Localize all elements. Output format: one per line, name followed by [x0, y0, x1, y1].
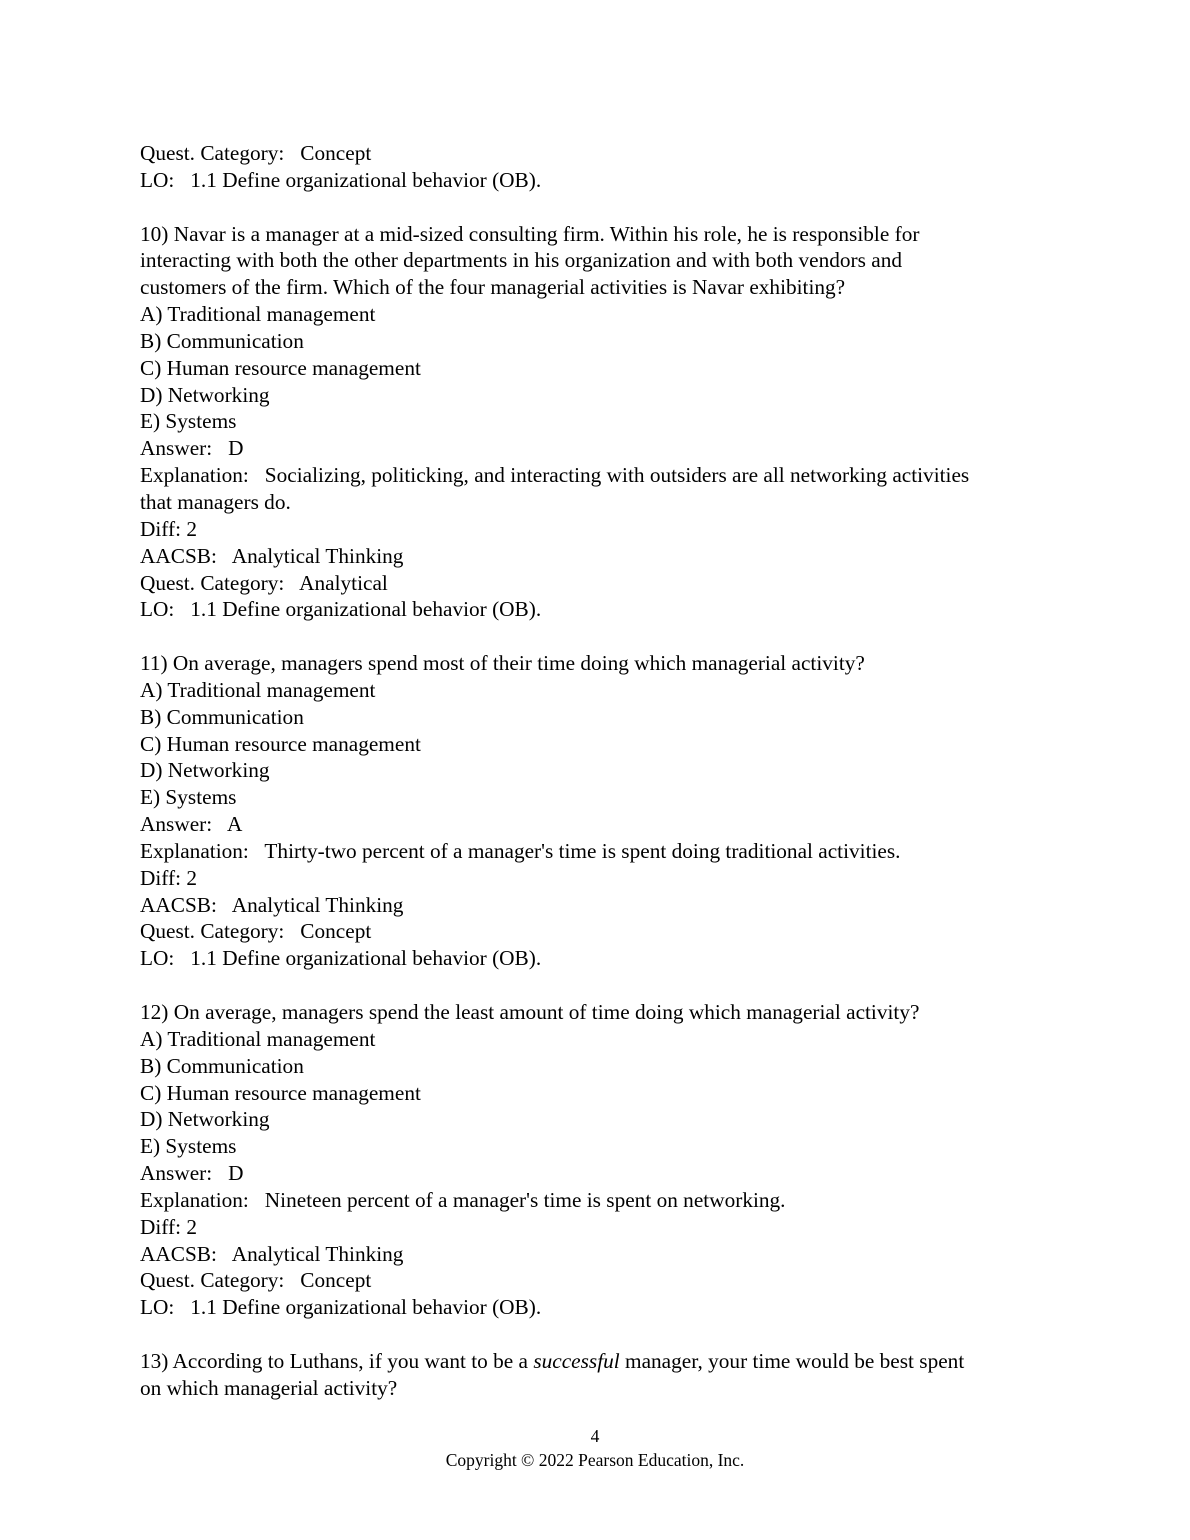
text-segment: E) Systems: [140, 409, 237, 434]
text-segment: Quest. Category: Analytical: [140, 570, 388, 595]
text-segment: D) Networking: [140, 758, 270, 783]
text-segment: LO: 1.1 Define organizational behavior (OB).: [140, 946, 542, 971]
text-line: [140, 355, 1060, 382]
question-block: [140, 140, 1060, 194]
text-line: [140, 892, 1060, 919]
text-line: [140, 731, 1060, 758]
text-line: [140, 570, 1060, 597]
text-line: [140, 1214, 1060, 1241]
text-segment: manager, your time would be best spent: [619, 1348, 965, 1373]
text-segment: B) Communication: [140, 1053, 304, 1078]
text-segment: B) Communication: [140, 328, 304, 353]
text-line: [140, 328, 1060, 355]
text-segment: Diff: 2: [140, 865, 197, 890]
question-block: [140, 221, 1060, 624]
text-line: [140, 1267, 1060, 1294]
text-segment: A) Traditional management: [140, 677, 376, 702]
text-segment: B) Communication: [140, 704, 304, 729]
text-line: [140, 408, 1060, 435]
text-line: [140, 704, 1060, 731]
text-line: [140, 918, 1060, 945]
text-segment: Diff: 2: [140, 516, 197, 541]
text-line: [140, 865, 1060, 892]
text-line: [140, 1241, 1060, 1268]
text-segment: Explanation: Nineteen percent of a manager's time is spent on networking.: [140, 1187, 786, 1212]
page-footer: [0, 1424, 1190, 1472]
text-segment: 12) On average, managers spend the least amount of time doing which managerial activity?: [140, 1000, 920, 1024]
text-segment: C) Human resource management: [140, 731, 421, 756]
text-segment: D) Networking: [140, 382, 270, 407]
text-segment: Diff: 2: [140, 1214, 197, 1239]
text-segment: AACSB: Analytical Thinking: [140, 543, 404, 568]
question-block: [140, 999, 1060, 1321]
text-segment: AACSB: Analytical Thinking: [140, 1241, 404, 1266]
text-segment: LO: 1.1 Define organizational behavior (OB).: [140, 167, 542, 192]
text-segment: Explanation: Socializing, politicking, and interacting with outsiders are all networking activities: [140, 463, 970, 488]
text-segment: Quest. Category: Concept: [140, 1268, 372, 1293]
text-segment: on which managerial activity?: [140, 1375, 398, 1400]
text-line: [140, 382, 1060, 409]
text-line: [140, 838, 1060, 865]
text-segment: Answer: A: [140, 812, 243, 837]
text-segment: LO: 1.1 Define organizational behavior (OB).: [140, 597, 542, 622]
text-segment: that managers do.: [140, 489, 291, 514]
text-segment: C) Human resource management: [140, 1080, 421, 1105]
text-segment: A) Traditional management: [140, 302, 376, 327]
text-segment: E) Systems: [140, 785, 237, 810]
text-segment: A) Traditional management: [140, 1026, 376, 1051]
text-segment: AACSB: Analytical Thinking: [140, 892, 404, 917]
text-segment: Answer: D: [140, 1161, 244, 1186]
copyright-notice: Copyright © 2022 Pearson Education, Inc.: [445, 1450, 745, 1470]
text-line: [140, 1106, 1060, 1133]
text-line: [140, 811, 1060, 838]
text-line: [140, 945, 1060, 972]
text-line: [140, 543, 1060, 570]
text-segment: Explanation: Thirty-two percent of a manager's time is spent doing traditional activities.: [140, 838, 901, 863]
text-line: [140, 1026, 1060, 1053]
page-number: 4: [590, 1426, 600, 1446]
document-body: [140, 140, 1060, 1429]
text-line: [140, 301, 1060, 328]
emphasized-text: successful: [533, 1348, 620, 1373]
text-segment: interacting with both the other departments in his organization and with both vendors and: [140, 248, 902, 273]
text-line: [140, 999, 1060, 1026]
text-segment: D) Networking: [140, 1107, 270, 1132]
question-block: [140, 650, 1060, 972]
text-line: [140, 489, 1060, 516]
text-line: [140, 516, 1060, 543]
text-line: [140, 247, 1060, 274]
text-line: [140, 1375, 1060, 1402]
text-line: [140, 140, 1060, 167]
text-segment: E) Systems: [140, 1134, 237, 1159]
text-line: [140, 1187, 1060, 1214]
text-line: [140, 1160, 1060, 1187]
text-line: [140, 167, 1060, 194]
text-line: [140, 757, 1060, 784]
text-line: [140, 274, 1060, 301]
text-segment: LO: 1.1 Define organizational behavior (OB).: [140, 1295, 542, 1320]
text-line: [140, 435, 1060, 462]
text-line: [140, 650, 1060, 677]
text-line: [140, 784, 1060, 811]
question-block: [140, 1348, 1060, 1402]
text-line: [140, 1348, 1060, 1375]
text-line: [140, 1053, 1060, 1080]
text-line: [140, 1080, 1060, 1107]
text-line: [140, 1294, 1060, 1321]
text-line: [140, 221, 1060, 248]
text-segment: 10) Navar is a manager at a mid-sized consulting firm. Within his role, he is responsible for: [140, 221, 920, 246]
text-segment: 13) According to Luthans, if you want to be a: [140, 1348, 534, 1373]
text-segment: C) Human resource management: [140, 355, 421, 380]
text-line: [140, 596, 1060, 623]
text-segment: Quest. Category: Concept: [140, 919, 372, 944]
text-line: [140, 462, 1060, 489]
text-segment: 11) On average, managers spend most of their time doing which managerial activity?: [140, 651, 865, 676]
text-segment: customers of the firm. Which of the four managerial activities is Navar exhibiting?: [140, 275, 846, 300]
text-line: [140, 677, 1060, 704]
text-segment: Quest. Category: Concept: [140, 141, 372, 165]
text-segment: Answer: D: [140, 436, 244, 461]
text-line: [140, 1133, 1060, 1160]
